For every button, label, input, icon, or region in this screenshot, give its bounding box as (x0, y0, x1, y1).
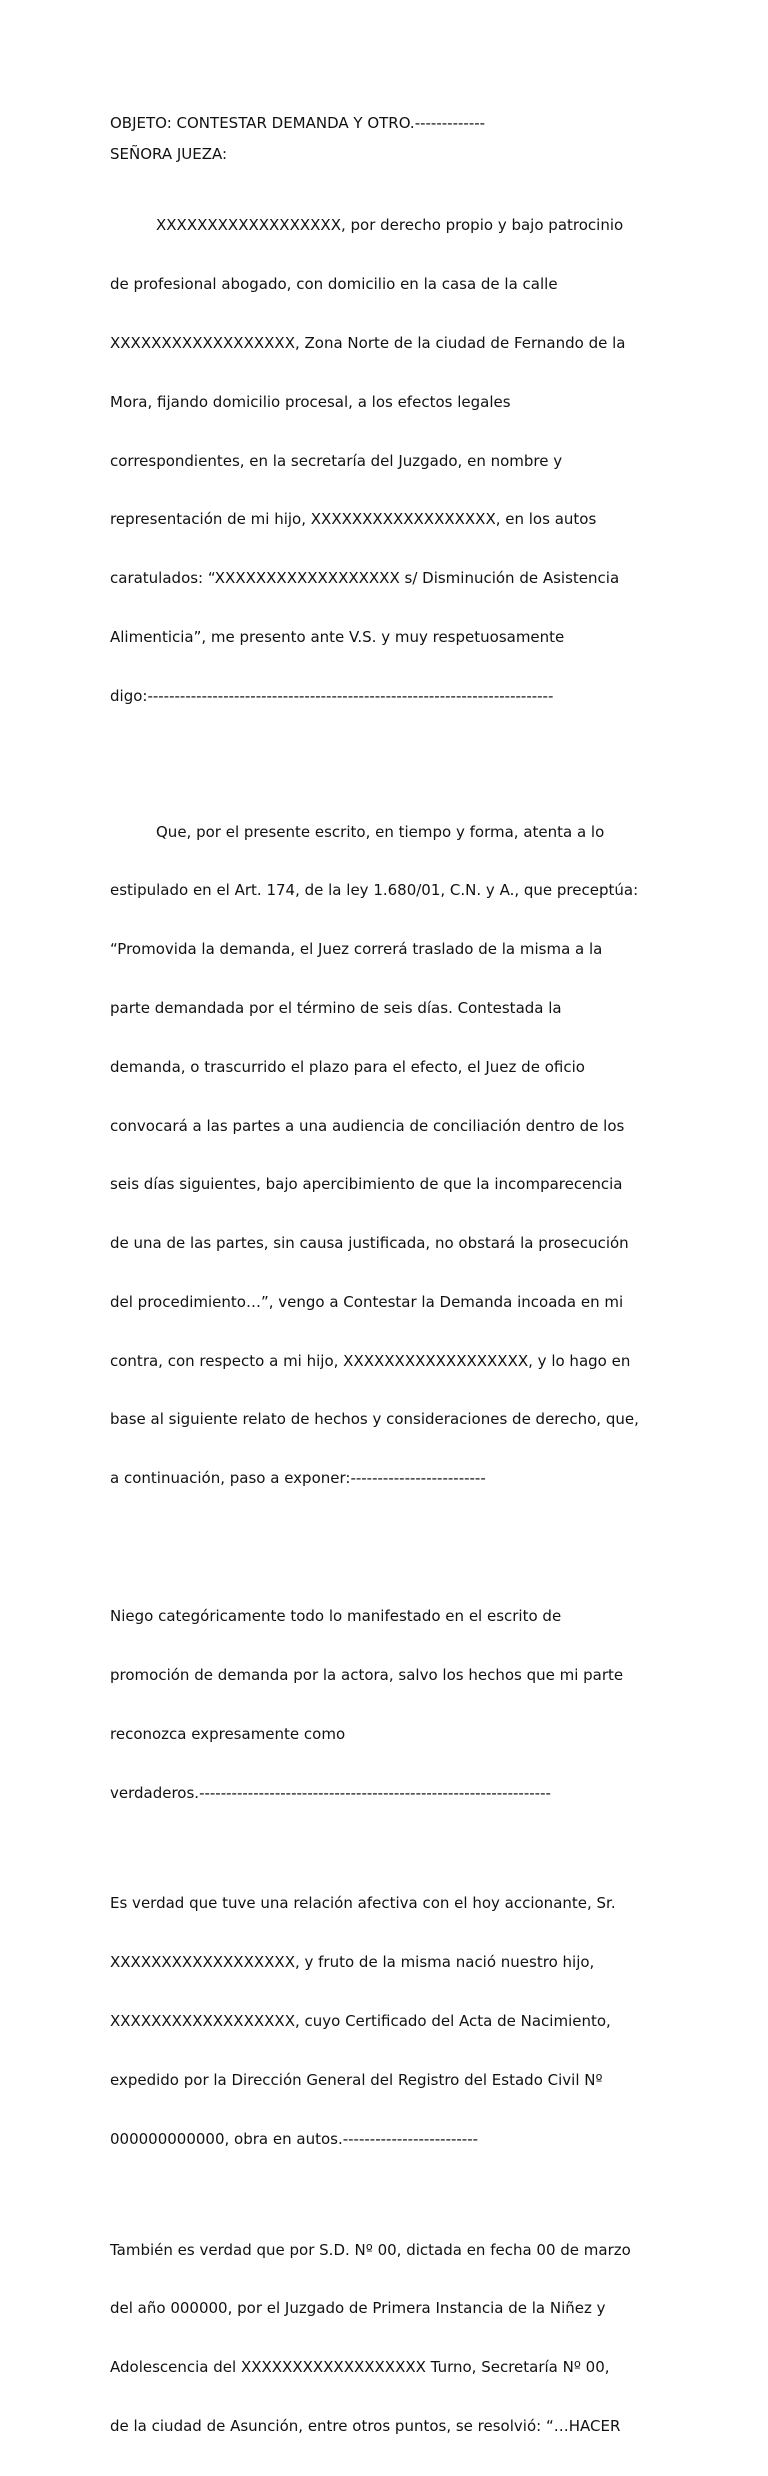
text-line: reconozca expresamente como (110, 1724, 346, 1743)
paragraph-contestation (110, 783, 658, 1528)
text-line: del año 000000, por el Juzgado de Primera Instancia de la Niñez y (110, 2299, 606, 2318)
text-line: del procedimiento…”, vengo a Contestar la Demanda incoada en mi (110, 1292, 624, 1311)
text-line: XXXXXXXXXXXXXXXXXX, cuyo Certificado del Acta de Nacimiento, (110, 2012, 611, 2031)
text-line: Alimenticia”, me presento ante V.S. y muy respetuosamente (110, 627, 565, 646)
text-line: expedido por la Dirección General del Registro del Estado Civil Nº (110, 2070, 603, 2089)
text-line: caratulados: “XXXXXXXXXXXXXXXXXX s/ Disminución de Asistencia (110, 569, 620, 588)
text-line: Mora, fijando domicilio procesal, a los efectos legales (110, 392, 511, 411)
text-line: verdaderos.----------------------------------------------------------------- (110, 1783, 551, 1802)
paragraph-denial (110, 1568, 658, 1842)
text-line: parte demandada por el término de seis días. Contestada la (110, 998, 562, 1017)
text-line: base al siguiente relato de hechos y consideraciones de derecho, que, (110, 1410, 639, 1429)
text-line: contra, con respecto a mi hijo, XXXXXXXXXXXXXXXXXX, y lo hago en (110, 1351, 631, 1370)
text-line: promoción de demanda por la actora, salvo los hechos que mi parte (110, 1665, 624, 1684)
text-line: de una de las partes, sin causa justificada, no obstará la prosecución (110, 1234, 629, 1253)
text-line: de profesional abogado, con domicilio en la casa de la calle (110, 275, 558, 294)
text-line: convocará a las partes a una audiencia de conciliación dentro de los (110, 1116, 625, 1135)
text-line: Adolescencia del XXXXXXXXXXXXXXXXXX Turno, Secretaría Nº 00, (110, 2358, 610, 2377)
text-line: estipulado en el Art. 174, de la ley 1.680/01, C.N. y A., que preceptúa: (110, 881, 639, 900)
text-line: 000000000000, obra en autos.------------------------- (110, 2129, 479, 2148)
text-line: “Promovida la demanda, el Juez correrá traslado de la misma a la (110, 940, 603, 959)
objeto-heading: OBJETO: CONTESTAR DEMANDA Y OTRO.------------- (110, 114, 486, 132)
text-line: Que, por el presente escrito, en tiempo y forma, atenta a lo (156, 822, 605, 841)
text-line: XXXXXXXXXXXXXXXXXX, Zona Norte de la ciudad de Fernando de la (110, 333, 626, 352)
text-line: a continuación, paso a exponer:------------------------- (110, 1469, 486, 1488)
text-line: XXXXXXXXXXXXXXXXXX, por derecho propio y bajo patrocinio (156, 216, 624, 235)
text-line: XXXXXXXXXXXXXXXXXX, y fruto de la misma nació nuestro hijo, (110, 1953, 595, 1972)
text-line: También es verdad que por S.D. Nº 00, dictada en fecha 00 de marzo (110, 2240, 631, 2259)
paragraph-relationship (110, 1855, 658, 2188)
text-line: seis días siguientes, bajo apercibimiento de que la incomparecencia (110, 1175, 623, 1194)
text-line: Niego categóricamente todo lo manifestado en el escrito de (110, 1607, 562, 1626)
paragraph-resolution (110, 2201, 658, 2475)
text-line: digo:--------------------------------------------------------------------------- (110, 686, 554, 705)
document-page (110, 114, 658, 2476)
text-line: Es verdad que tuve una relación afectiva con el hoy accionante, Sr. (110, 1894, 616, 1913)
text-line: demanda, o trascurrido el plazo para el efecto, el Juez de oficio (110, 1057, 585, 1076)
text-line: de la ciudad de Asunción, entre otros puntos, se resolvió: “…HACER (110, 2416, 621, 2435)
text-line: correspondientes, en la secretaría del Juzgado, en nombre y (110, 451, 563, 470)
salutation: SEÑORA JUEZA: (110, 144, 228, 163)
text-line: representación de mi hijo, XXXXXXXXXXXXXXXXXX, en los autos (110, 510, 597, 529)
paragraph-presentation (110, 177, 658, 745)
